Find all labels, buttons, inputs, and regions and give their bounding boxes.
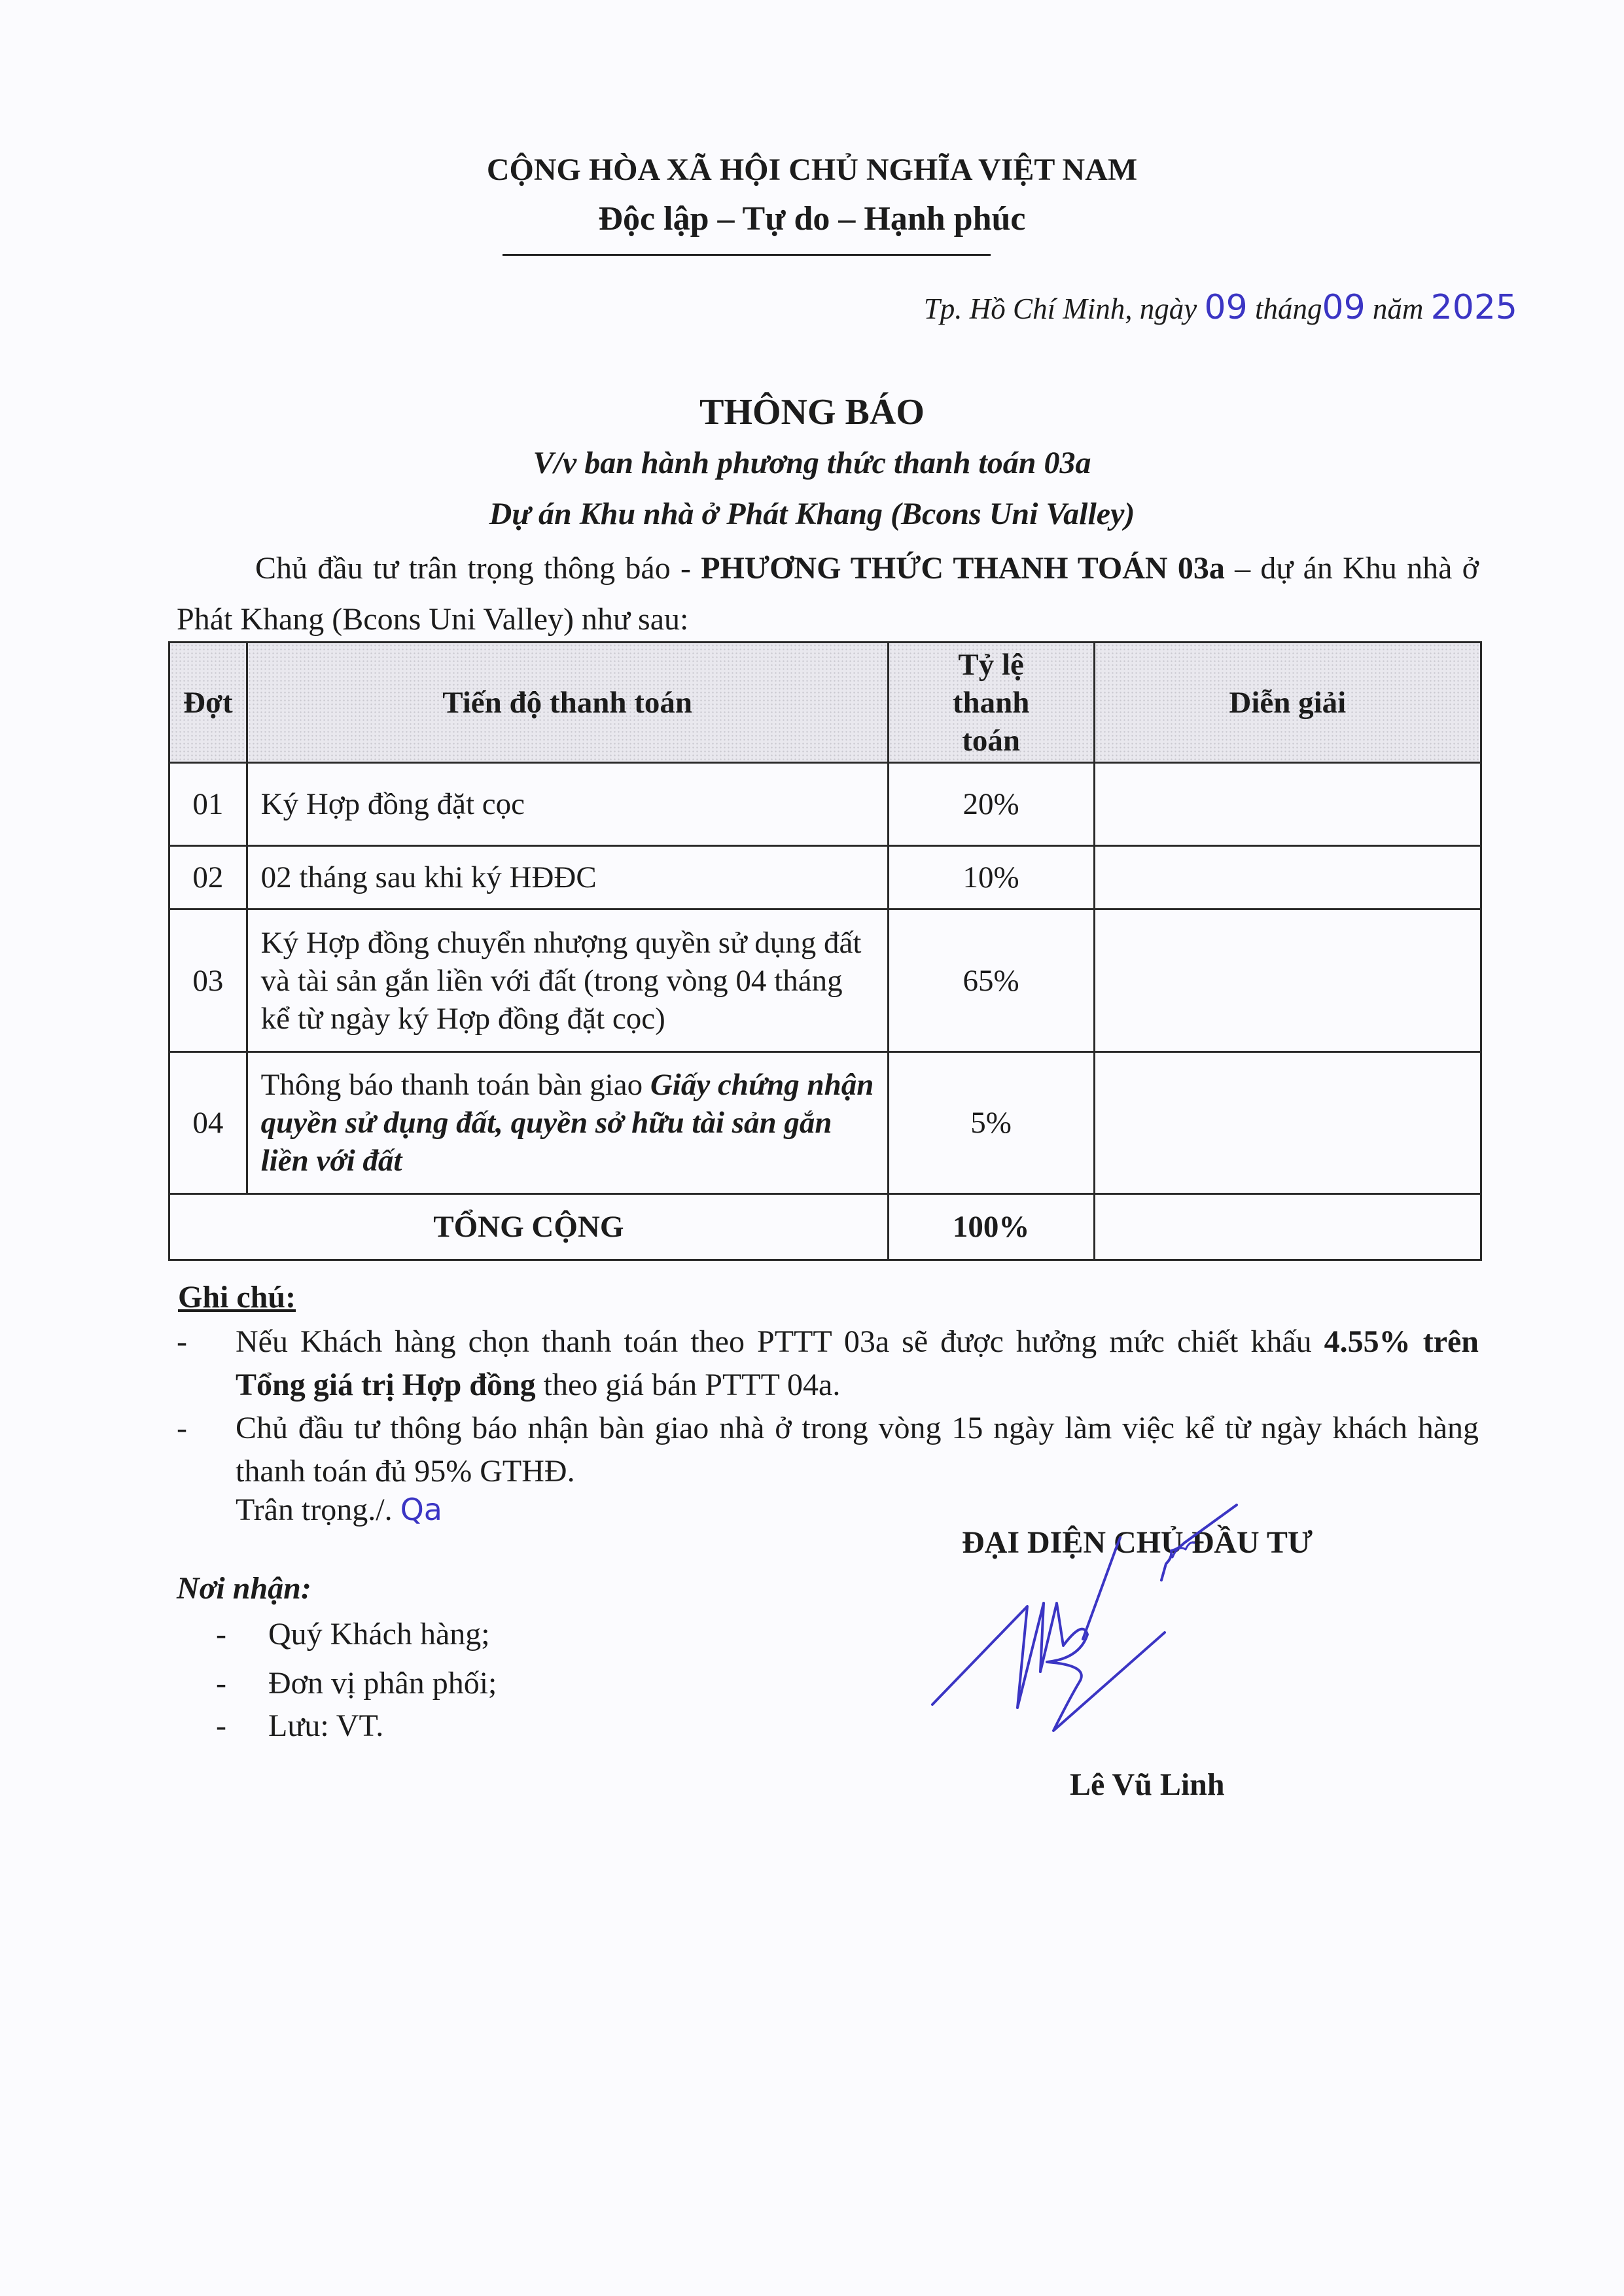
subject-line-1: V/v ban hành phương thức thanh toán 03a [533, 446, 1091, 480]
row-note [1094, 910, 1481, 1052]
dateline [924, 288, 1517, 327]
row-pct: 65% [888, 910, 1094, 1052]
recipient-label: Quý Khách hàng; [268, 1617, 490, 1651]
notes-title: Ghi chú: [178, 1280, 296, 1315]
note-dash: - [177, 1411, 187, 1445]
row-note [1094, 1052, 1481, 1194]
payment-schedule-table [168, 641, 1482, 1261]
table-row [169, 910, 1481, 1052]
row-dot: 03 [169, 910, 247, 1052]
row-dot: 04 [169, 1052, 247, 1194]
recipient-dash: - [216, 1708, 226, 1743]
table-row [169, 846, 1481, 910]
intro-method-name: PHƯƠNG THỨC THANH TOÁN 03a [701, 551, 1225, 586]
row-desc: Ký Hợp đồng đặt cọc [247, 763, 888, 846]
recipient-dash: - [216, 1666, 226, 1701]
closing-text: Trân trọng./. [236, 1492, 393, 1527]
initial-mark: Qa [400, 1492, 442, 1527]
row-desc: 02 tháng sau khi ký HĐĐC [247, 846, 888, 910]
row-desc [247, 1052, 888, 1194]
handwritten-day: 09 [1204, 288, 1248, 327]
recipients-title: Nơi nhận: [177, 1571, 311, 1606]
header-rate-label: Tỷ lệ thanh toán [952, 647, 1030, 758]
note-text [236, 1320, 1479, 1407]
dateline-prefix: Tp. Hồ Chí Minh, ngày [923, 292, 1197, 325]
table-row [169, 1052, 1481, 1194]
intro-paragraph [177, 543, 1479, 645]
row-dot: 02 [169, 846, 247, 910]
row-desc: Ký Hợp đồng chuyển nhượng quyền sử dụng đất và tài sản gắn liền với đất (trong vòng 04 tháng kể từ ngày ký Hợp đồng đặt cọc) [247, 910, 888, 1052]
handwritten-year: 2025 [1430, 288, 1517, 327]
recipient-item [216, 1708, 383, 1744]
document-title: THÔNG BÁO [699, 392, 925, 433]
table-total-row [169, 1194, 1481, 1260]
intro-text-1: Chủ đầu tư trân trọng thông báo - [255, 551, 701, 586]
dateline-year-label: năm [1372, 292, 1424, 325]
header-progress: Tiến độ thanh toán [247, 643, 888, 763]
recipient-label: Lưu: VT. [268, 1708, 384, 1743]
motto-heading: Độc lập – Tự do – Hạnh phúc [598, 200, 1026, 238]
row-pct: 5% [888, 1052, 1094, 1194]
row-desc-certificate: Giấy chứng nhận quyền sử dụng đất, quyền sở hữu tài sản gắn liền với đất [260, 1068, 874, 1178]
recipient-label: Đơn vị phân phối; [268, 1666, 497, 1701]
note-dash: - [177, 1324, 187, 1359]
row-pct: 10% [888, 846, 1094, 910]
row-note [1094, 846, 1481, 910]
header-dot: Đợt [169, 643, 247, 763]
total-pct: 100% [888, 1194, 1094, 1260]
subject-line-2: Dự án Khu nhà ở Phát Khang (Bcons Uni Valley) [489, 497, 1135, 531]
nation-heading: CỘNG HÒA XÃ HỘI CHỦ NGHĨA VIỆT NAM [486, 152, 1138, 187]
note-text-post: theo giá bán PTTT 04a. [535, 1368, 841, 1402]
recipient-item [216, 1616, 490, 1652]
table-row [169, 763, 1481, 846]
note-item [177, 1320, 1479, 1407]
header-explanation: Diễn giải [1094, 643, 1481, 763]
recipient-item [216, 1665, 497, 1701]
total-label: TỔNG CỘNG [169, 1194, 889, 1260]
motto-underline [503, 254, 991, 256]
row-note [1094, 763, 1481, 846]
note-discount: 4.55% trên Tổng giá trị Hợp đồng [236, 1324, 1479, 1402]
table-header-row [169, 643, 1481, 763]
recipient-dash: - [216, 1617, 226, 1651]
closing-regards [236, 1492, 442, 1528]
note-text: Chủ đầu tư thông báo nhận bàn giao nhà ở trong vòng 15 ngày làm việc kể từ ngày khách hàng thanh toán đủ 95% GTHĐ. [236, 1411, 1479, 1489]
handwritten-month: 09 [1322, 288, 1366, 327]
intro-text-2: – dự án Khu nhà ở Phát Khang (Bcons Uni Valley) như sau: [177, 551, 1479, 637]
total-note [1094, 1194, 1481, 1260]
row-pct: 20% [888, 763, 1094, 846]
representative-title: ĐẠI DIỆN CHỦ ĐẦU TƯ [962, 1525, 1313, 1560]
signer-name: Lê Vũ Linh [1070, 1767, 1225, 1802]
row-desc-text: Thông báo thanh toán bàn giao [260, 1068, 650, 1102]
note-text-pre: Nếu Khách hàng chọn thanh toán theo PTTT 03a sẽ được hưởng mức chiết khấu [236, 1324, 1324, 1359]
row-dot: 01 [169, 763, 247, 846]
header-rate [888, 643, 1094, 763]
dateline-month-label: tháng [1254, 292, 1322, 325]
